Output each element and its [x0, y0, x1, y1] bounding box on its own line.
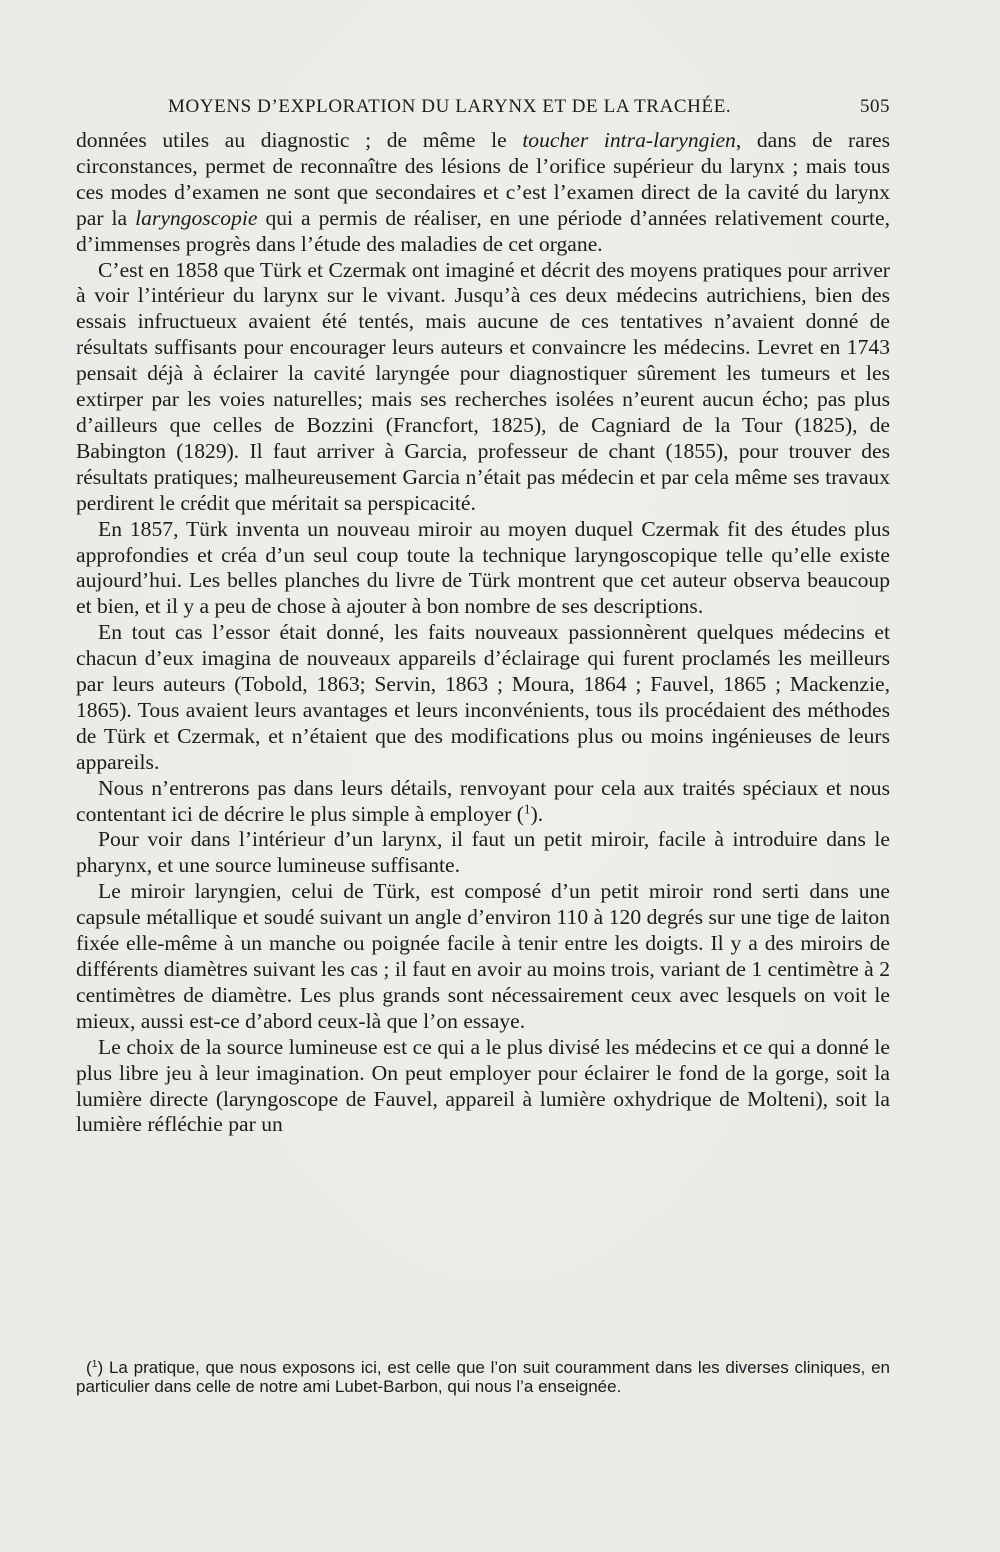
text-segment: C’est en 1858 que Türk et Czermak ont imaginé et décrit des moyens pratiques pour arriver à voir l’intérieur du larynx sur le vivant. Jusqu’à ces deux médecins autrichiens, bien des essais infructueux avaient été tentés, mais aucune de ces tentatives n’avaient donné de résultats suffisants pour encourager leurs auteurs et convaincre les médecins. Levret en 1743 pensait déjà à éclairer la cavité laryngée pour diagnostiquer sûrement les tumeurs et les extirper par les voies naturelles; mais ses recherches isolées n’eurent aucun écho; pas plus d’ailleurs que celles de Bozzini (Francfort, 1825), de Cagniard de la Tour (1825), de Babington (1829). Il faut arriver à Garcia, professeur de chant (1855), pour trouver des résultats pratiques; malheureusement Garcia n’était pas médecin et par cela même ses travaux perdirent le crédit que méritait sa perspicacité.	[76, 257, 890, 515]
text-segment: , dans de rares circonstances, permet de reconnaître des lésions de l’orifice supérieur du larynx ; mais tous ces modes d’examen ne sont que secondaires et c’est l’examen direct de la cavité du larynx par la	[76, 128, 890, 230]
text-segment: En tout cas l’essor était donné, les faits nouveaux passionnèrent quelques médecins et chacun d’eux imagina de nouveaux appareils d’éclairage qui furent proclamés les meilleurs par leurs auteurs (Tobold, 1863; Servin, 1863 ; Moura, 1864 ; Fauvel, 1865 ; Mackenzie, 1865). Tous avaient leurs avantages et leurs inconvénients, tous ils procédaient des méthodes de Türk et Czermak, et n’étaient que des modifications plus ou moins ingénieuses de leurs appareils.	[76, 620, 890, 774]
footnote	[76, 1358, 890, 1396]
running-title: MOYENS D’EXPLORATION DU LARYNX ET DE LA TRACHÉE.	[168, 96, 732, 117]
text-segment: Le choix de la source lumineuse est ce qui a le plus divisé les médecins et ce qui a donné le plus libre jeu à leur imagination. On peut employer pour éclairer le fond de la gorge, soit la lumière directe (laryngoscope de Fauvel, appareil à lumière oxhydrique de Molteni), soit la lumière réfléchie par un	[76, 1034, 890, 1137]
footnote-paragraph: ($^1$) La pratique, que nous exposons ici, est celle que l’on suit couramment dans les diverses cliniques, en particulier dans celle de notre ami Lubet-Barbon, qui nous l’a enseignée.	[76, 1358, 890, 1396]
paragraph	[76, 827, 890, 879]
text-segment: Le miroir laryngien, celui de Türk, est composé d’un petit miroir rond serti dans une capsule métallique et soudé suivant un angle d’environ 110 à 120 degrés sur une tige de laiton fixée elle-même à un manche ou poignée facile à tenir entre les doigts. Il y a des miroirs de différents diamètres suivant les cas ; il faut en avoir au moins trois, variant de 1 centimètre à 2 centimètres de diamètre. Les plus grands sont nécessairement ceux avec lesquels on voit le mieux, aussi est-ce d’abord ceux-là que l’on essaye.	[76, 879, 890, 1033]
paragraph	[76, 517, 890, 621]
italic-term: toucher intra-laryngien	[522, 128, 736, 152]
footnote-reference: 1	[523, 801, 531, 817]
footnote-text: La pratique, que nous exposons ici, est celle que l’on suit couramment dans les diverses cliniques, en particulier dans celle de notre ami Lubet-Barbon, qui nous l’a enseignée.	[76, 1358, 890, 1396]
text-segment: données utiles au diagnostic ; de même le	[76, 128, 523, 152]
paragraph	[76, 1035, 890, 1139]
text-segment: qui a permis de réaliser, en une période d’années relativement courte, d’immenses progrès dans l’étude des maladies de cet organe.	[76, 205, 890, 256]
page-number: 505	[860, 96, 890, 117]
paragraph	[76, 128, 890, 258]
footnote-marker: 1	[91, 1358, 98, 1371]
text-segment: Pour voir dans l’intérieur d’un larynx, il faut un petit miroir, facile à introduire dans le pharynx, et une source lumineuse suffisante.	[76, 827, 890, 878]
paragraph	[76, 258, 890, 517]
paragraph	[76, 776, 890, 828]
text-segment: Nous n’entrerons pas dans leurs détails, renvoyant pour cela aux traités spéciaux et nous contentant ici de décrire le plus simple à employer (	[76, 775, 890, 826]
paragraph	[76, 879, 890, 1034]
paragraph	[76, 620, 890, 775]
running-header	[168, 96, 890, 126]
text-segment: ).	[530, 801, 544, 826]
body-text	[76, 128, 890, 1138]
text-segment: En 1857, Türk inventa un nouveau miroir au moyen duquel Czermak fit des études plus approfondies et créa d’un seul coup toute la technique laryngoscopique telle qu’elle existe aujourd’hui. Les belles planches du livre de Türk montrent que cet auteur observa beaucoup et bien, et il y a peu de chose à ajouter à bon nombre de ses descriptions.	[76, 516, 890, 619]
italic-term: laryngoscopie	[135, 205, 258, 230]
